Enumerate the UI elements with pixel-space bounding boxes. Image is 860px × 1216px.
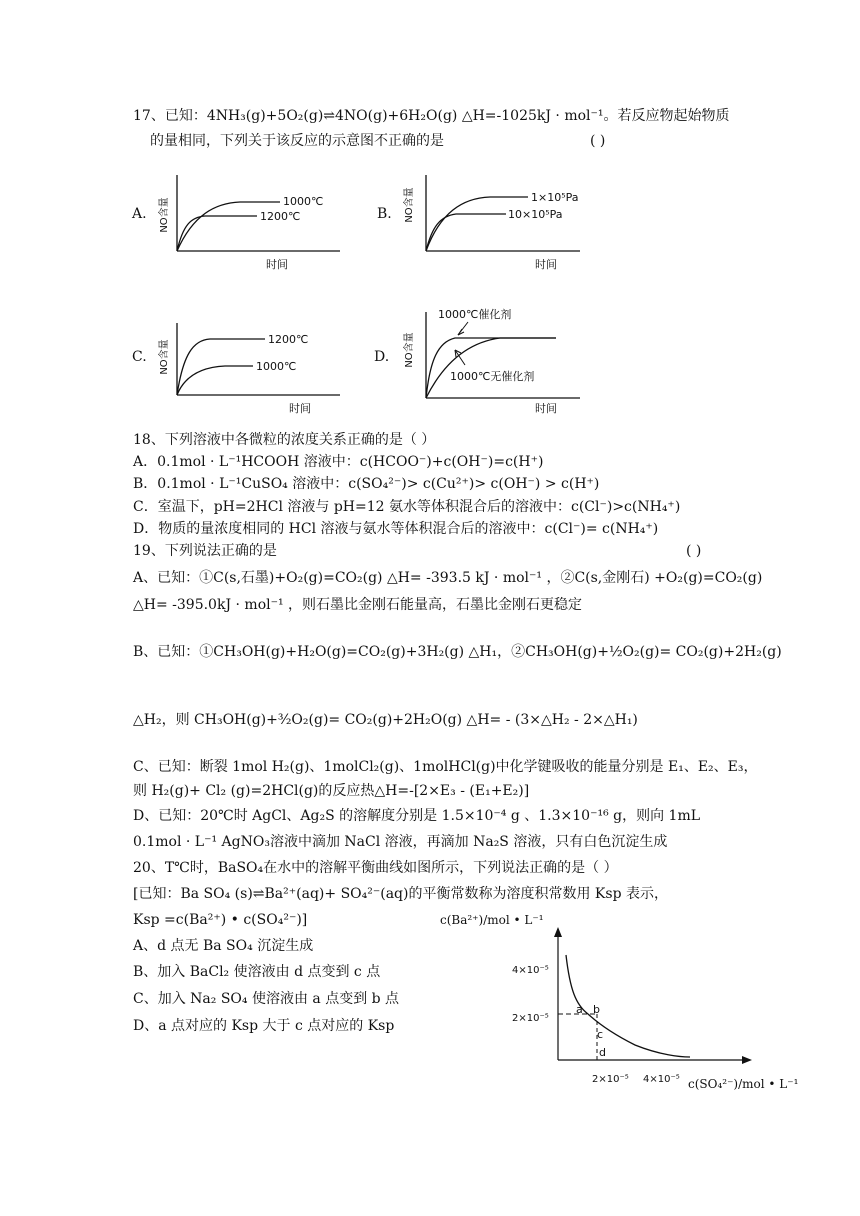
q18-option-a: A．0.1mol · L⁻¹HCOOH 溶液中：c(HCOO⁻)+c(OH⁻)=c(H⁺) <box>133 454 544 470</box>
q19-option-c-line1: C、已知：断裂 1mol H₂(g)、1molCl₂(g)、1molHCl(g)中化学键吸收的能量分别是 E₁、E₂、E₃， <box>133 759 758 775</box>
q18-option-b: B．0.1mol · L⁻¹CuSO₄ 溶液中：c(SO₄²⁻)> c(Cu²⁺)> c(OH⁻) > c(H⁺) <box>133 476 600 492</box>
graph-b-label-1: 1×10⁵Pa <box>531 191 579 204</box>
q20-note-line1: [已知：Ba SO₄ (s)⇌Ba²⁺(aq)+ SO₄²⁻(aq)的平衡常数称为溶度积常数用 Ksp 表示， <box>133 886 668 902</box>
graph-d-letter: D. <box>374 349 390 365</box>
q20-option-b: B、加入 BaCl₂ 使溶液由 d 点变到 c 点 <box>133 964 381 980</box>
graph-b <box>400 165 600 275</box>
q18-option-d: D．物质的量浓度相同的 HCl 溶液与氨水等体积混合后的溶液中：c(Cl⁻)= c(NH₄⁺) <box>133 521 659 537</box>
q18-option-c: C．室温下，pH=2HCl 溶液与 pH=12 氨水等体积混合后的溶液中：c(Cl⁻)>c(NH₄⁺) <box>133 499 681 515</box>
graph-c-label-1: 1200℃ <box>268 333 309 346</box>
graph-d-curve-no-catalyst <box>426 338 556 398</box>
q20-stem: 20、T℃时，BaSO₄在水中的溶解平衡曲线如图所示，下列说法正确的是（ ） <box>133 860 618 876</box>
graph-c-label-2: 1000℃ <box>256 360 297 373</box>
graph-b-curve-1e5 <box>426 197 528 251</box>
graph-b-ylabel: NO含量 <box>404 187 415 223</box>
q19-option-d-line2: 0.1mol · L⁻¹ AgNO₃溶液中滴加 NaCl 溶液，再滴加 Na₂S 溶液，只有白色沉淀生成 <box>133 834 668 850</box>
q20-option-a: A、d 点无 Ba SO₄ 沉淀生成 <box>133 938 314 954</box>
graph-a-xlabel: 时间 <box>266 258 288 271</box>
graph-d-label-1: 1000℃催化剂 <box>438 308 512 321</box>
graph-c-curve-1000 <box>177 366 253 395</box>
q20-xtick-2: 2×10⁻⁵ <box>592 1074 629 1085</box>
graph-b-label-2: 10×10⁵Pa <box>508 208 563 221</box>
graph-a-label-2: 1200℃ <box>260 210 301 223</box>
q19-answer-paren: ( ) <box>686 543 702 559</box>
q20-ytick-2: 2×10⁻⁵ <box>512 1013 549 1024</box>
graph-b-letter: B. <box>377 206 392 222</box>
q20-option-d: D、a 点对应的 Ksp 大于 c 点对应的 Ksp <box>133 1018 395 1034</box>
q20-graph-ylabel: c(Ba²⁺)/mol • L⁻¹ <box>440 913 544 927</box>
q20-option-c: C、加入 Na₂ SO₄ 使溶液由 a 点变到 b 点 <box>133 991 400 1007</box>
q20-point-d: d <box>599 1046 606 1059</box>
q19-option-a-line2: △H= -395.0kJ · mol⁻¹ ，则石墨比金刚石能量高，石墨比金刚石更稳定 <box>133 597 583 613</box>
q17-stem-line1: 17、已知：4NH₃(g)+5O₂(g)⇌4NO(g)+6H₂O(g) △H=-1025kJ · mol⁻¹。若反应物起始物质 <box>133 108 730 124</box>
graph-a-curve-1200 <box>177 216 257 251</box>
q20-point-a: a <box>576 1003 583 1016</box>
graph-a-ylabel: NO含量 <box>159 197 170 233</box>
graph-c-letter: C. <box>132 349 147 365</box>
q18-stem: 18、下列溶液中各微粒的浓度关系正确的是（ ） <box>133 432 436 448</box>
q20-point-c: c <box>597 1028 604 1041</box>
q20-xtick-4: 4×10⁻⁵ <box>643 1074 680 1085</box>
q19-option-b-line2: △H₂，则 CH₃OH(g)+³⁄₂O₂(g)= CO₂(g)+2H₂O(g) △H= - (3×△H₂ - 2×△H₁) <box>133 712 638 728</box>
q20-graph-xlabel: c(SO₄²⁻)/mol • L⁻¹ <box>688 1077 799 1091</box>
graph-c <box>155 315 355 420</box>
graph-c-xlabel: 时间 <box>289 402 311 415</box>
graph-d-label-2: 1000℃无催化剂 <box>450 370 535 383</box>
graph-b-xlabel: 时间 <box>535 258 557 271</box>
graph-a-letter: A. <box>132 206 147 222</box>
q17-answer-paren: ( ) <box>590 133 606 149</box>
graph-c-curve-1200 <box>177 339 265 395</box>
graph-a-label-1: 1000℃ <box>283 195 324 208</box>
q19-option-d-line1: D、已知：20℃时 AgCl、Ag₂S 的溶解度分别是 1.5×10⁻⁴ g 、1.3×10⁻¹⁶ g，则向 1mL <box>133 808 701 824</box>
q20-ytick-4: 4×10⁻⁵ <box>512 965 549 976</box>
q19-option-a-line1: A、已知：①C(s,石墨)+O₂(g)=CO₂(g) △H= -393.5 kJ · mol⁻¹ ，②C(s,金刚石) +O₂(g)=CO₂(g) <box>133 570 763 586</box>
graph-d <box>400 300 600 420</box>
q19-option-b-line1: B、已知：①CH₃OH(g)+H₂O(g)=CO₂(g)+3H₂(g) △H₁，②CH₃OH(g)+½O₂(g)= CO₂(g)+2H₂(g) <box>133 644 782 660</box>
graph-c-ylabel: NO含量 <box>159 339 170 375</box>
graph-a <box>155 165 355 275</box>
q20-note-line2: Ksp =c(Ba²⁺) • c(SO₄²⁻)] <box>133 912 308 928</box>
q20-solubility-curve <box>566 955 690 1057</box>
graph-d-xlabel: 时间 <box>535 402 557 415</box>
q17-stem-line2: 的量相同，下列关于该反应的示意图不正确的是 <box>150 133 444 149</box>
q20-point-b: b <box>593 1003 600 1016</box>
q19-stem: 19、下列说法正确的是 <box>133 543 277 559</box>
q19-option-c-line2: 则 H₂(g)+ Cl₂ (g)=2HCl(g)的反应热△H=-[2×E₃ - (E₁+E₂)] <box>133 783 530 799</box>
graph-b-curve-10e5 <box>426 214 506 251</box>
graph-d-ylabel: NO含量 <box>404 332 415 368</box>
